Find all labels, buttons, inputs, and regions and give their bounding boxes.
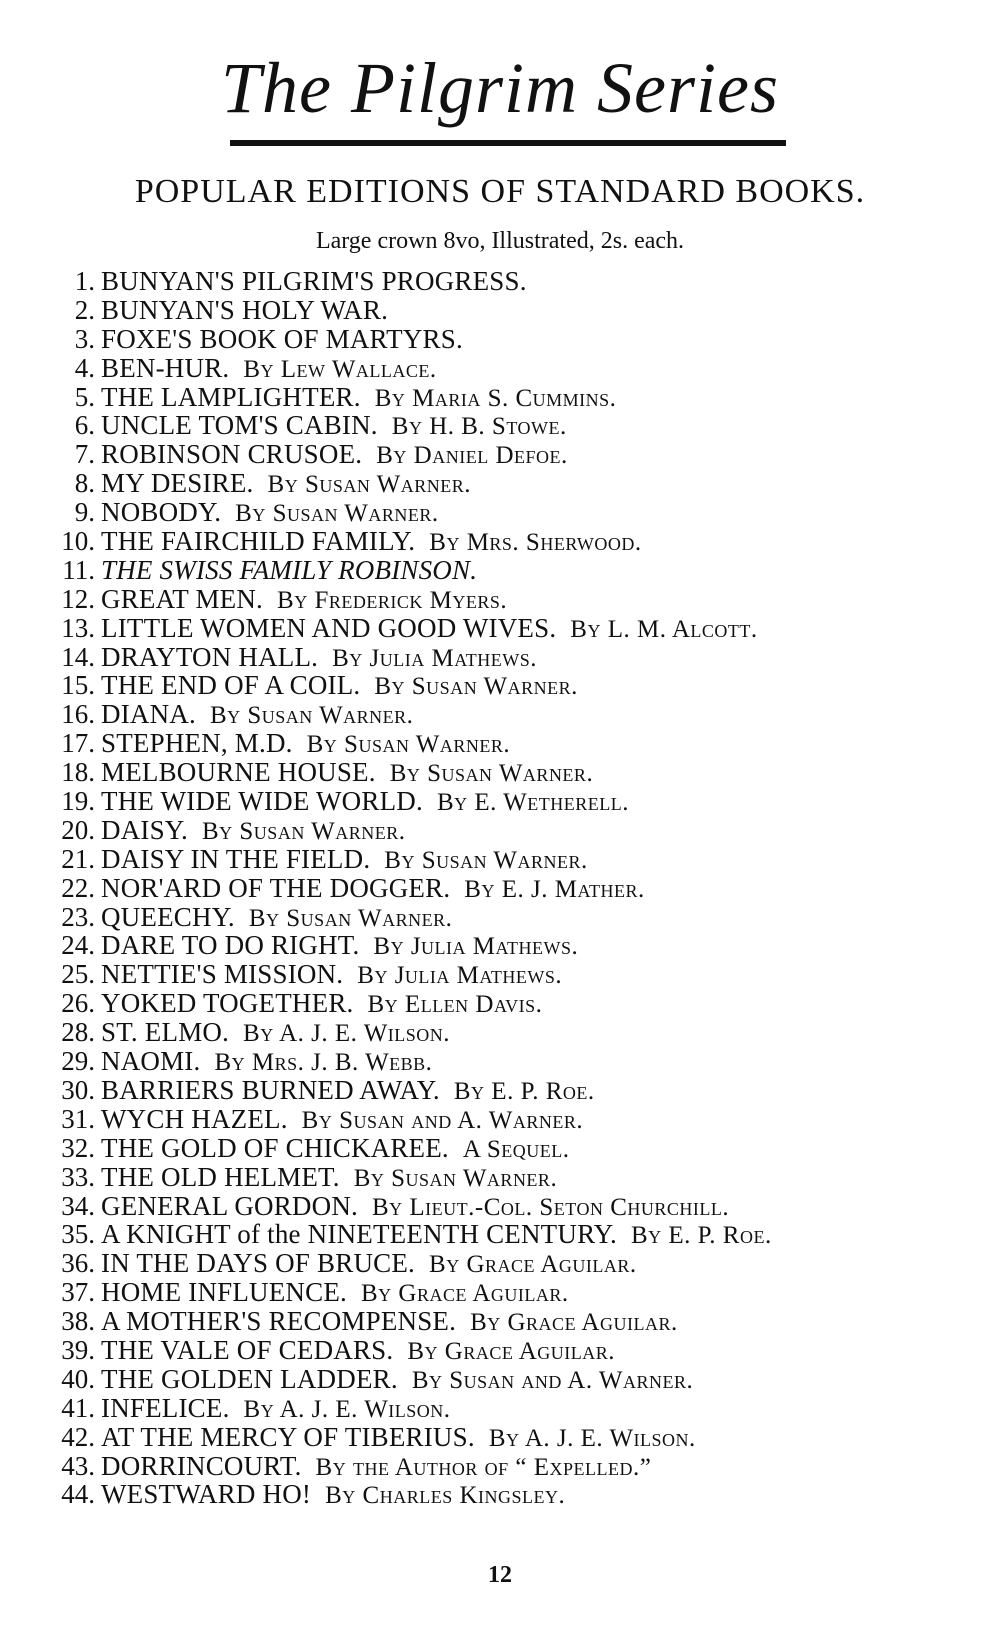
list-item — [35, 498, 995, 527]
book-author: By E. Wetherell. — [436, 789, 630, 817]
book-number: 2. — [74, 294, 95, 325]
book-number: 44. — [61, 1479, 95, 1510]
book-number: 32. — [61, 1132, 95, 1163]
list-item — [35, 383, 995, 412]
book-title: DRAYTON HALL. — [101, 641, 319, 672]
list-item — [35, 816, 995, 845]
list-item — [35, 440, 995, 469]
book-author: By Grace Aguilar. — [407, 1337, 615, 1365]
book-number: 6. — [74, 410, 95, 441]
book-author: By Julia Mathews. — [357, 962, 563, 990]
book-number: 38. — [61, 1306, 95, 1337]
book-number: 31. — [61, 1103, 95, 1134]
list-item — [35, 1480, 995, 1509]
book-author: By Grace Aguilar. — [470, 1309, 678, 1337]
book-title: ST. ELMO. — [101, 1017, 230, 1048]
book-number: 23. — [61, 901, 95, 932]
edition-note: Large crown 8vo, Illustrated, 2s. each. — [315, 228, 685, 254]
book-author: By Susan Warner. — [209, 702, 414, 730]
list-item — [35, 614, 995, 643]
book-author: By Mrs. Sherwood. — [429, 529, 642, 557]
book-title: YOKED TOGETHER. — [101, 988, 354, 1019]
book-number: 34. — [61, 1190, 95, 1221]
list-item — [35, 411, 995, 440]
book-title: DAISY. — [101, 814, 188, 845]
book-title: THE WIDE WIDE WORLD. — [101, 786, 423, 817]
book-number: 10. — [61, 526, 95, 557]
book-number: 5. — [74, 381, 95, 412]
list-item — [35, 1278, 995, 1307]
list-item — [35, 643, 995, 672]
book-title: DORRINCOURT. — [101, 1450, 302, 1481]
book-title: THE OLD HELMET. — [101, 1161, 340, 1192]
book-title: UNCLE TOM'S CABIN. — [101, 410, 378, 441]
list-item — [35, 267, 995, 296]
list-item — [35, 758, 995, 787]
book-number: 22. — [61, 872, 95, 903]
book-title: DIANA. — [101, 699, 196, 730]
book-title: NOR'ARD OF THE DOGGER. — [101, 872, 451, 903]
book-author: By A. J. E. Wilson. — [243, 1395, 451, 1423]
book-title: THE VALE OF CEDARS. — [101, 1334, 394, 1365]
book-title: NETTIE'S MISSION. — [101, 959, 344, 990]
book-title: QUEECHY. — [101, 901, 235, 932]
book-author: By Susan Warner. — [235, 500, 439, 528]
book-author: By Susan Warner. — [267, 471, 472, 499]
list-item — [35, 527, 995, 556]
book-number: 37. — [61, 1277, 95, 1308]
book-author: By Maria S. Cummins. — [374, 384, 617, 412]
book-number: 15. — [61, 670, 95, 701]
book-number: 11. — [62, 554, 95, 585]
list-item — [35, 1423, 995, 1452]
book-author: By Frederick Myers. — [277, 586, 508, 614]
book-author: By E. P. Roe. — [630, 1222, 772, 1250]
list-item — [35, 325, 995, 354]
book-author: By Lew Wallace. — [243, 355, 437, 383]
book-number: 17. — [61, 728, 95, 759]
book-title: MY DESIRE. — [101, 468, 254, 499]
book-number: 12. — [61, 583, 95, 614]
list-item — [35, 931, 995, 960]
list-item — [35, 1336, 995, 1365]
list-item — [35, 1220, 995, 1249]
list-item — [35, 845, 995, 874]
book-author: By Susan and A. Warner. — [411, 1366, 694, 1394]
book-title: INFELICE. — [101, 1392, 230, 1423]
book-title: NOBODY. — [101, 497, 222, 528]
list-item — [35, 1249, 995, 1278]
page-number: 12 — [488, 1562, 512, 1588]
book-title: NAOMI. — [101, 1046, 201, 1077]
list-item — [35, 1105, 995, 1134]
book-title: THE END OF A COIL. — [101, 670, 361, 701]
book-number: 25. — [61, 959, 95, 990]
book-number: 43. — [61, 1450, 95, 1481]
list-item — [35, 700, 995, 729]
list-item — [35, 556, 995, 585]
list-item — [35, 1365, 995, 1394]
book-title: THE FAIRCHILD FAMILY. — [101, 526, 416, 557]
book-title: DARE TO DO RIGHT. — [101, 930, 360, 961]
list-item — [35, 729, 995, 758]
book-list — [35, 267, 995, 1509]
book-number: 36. — [61, 1248, 95, 1279]
series-subtitle: POPULAR EDITIONS OF STANDARD BOOKS. — [134, 173, 866, 210]
list-item — [35, 1047, 995, 1076]
book-author: By H. B. Stowe. — [391, 413, 567, 441]
book-title: ROBINSON CRUSOE. — [101, 439, 363, 470]
book-author: By Charles Kingsley. — [325, 1482, 566, 1510]
list-item — [35, 1163, 995, 1192]
book-author: By L. M. Alcott. — [570, 615, 758, 643]
book-number: 18. — [61, 757, 95, 788]
list-item — [35, 469, 995, 498]
book-title: THE GOLD OF CHICKAREE. — [101, 1132, 449, 1163]
book-title: A MOTHER'S RECOMPENSE. — [101, 1306, 457, 1337]
book-title: THE GOLDEN LADDER. — [101, 1363, 398, 1394]
book-title: THE LAMPLIGHTER. — [101, 381, 361, 412]
book-number: 42. — [61, 1421, 95, 1452]
book-title: BARRIERS BURNED AWAY. — [101, 1074, 440, 1105]
book-title: THE SWISS FAMILY ROBINSON. — [101, 554, 478, 585]
book-author: By the Author of “ Expelled.” — [315, 1453, 652, 1481]
list-item — [35, 989, 995, 1018]
book-author: By Susan Warner. — [353, 1164, 558, 1192]
book-number: 29. — [61, 1046, 95, 1077]
series-title: The Pilgrim Series — [221, 48, 779, 128]
list-item — [35, 874, 995, 903]
book-author: By Grace Aguilar. — [361, 1280, 569, 1308]
book-number: 39. — [61, 1334, 95, 1365]
book-title: LITTLE WOMEN AND GOOD WIVES. — [101, 612, 557, 643]
book-author: By Julia Mathews. — [332, 644, 537, 672]
list-item — [35, 296, 995, 325]
list-item — [35, 903, 995, 932]
book-number: 24. — [61, 930, 95, 961]
book-author: By Daniel Defoe. — [376, 442, 568, 470]
book-number: 16. — [61, 699, 95, 730]
book-number: 19. — [61, 786, 95, 817]
book-author: By Susan Warner. — [374, 673, 578, 701]
book-number: 20. — [61, 814, 95, 845]
list-item — [35, 671, 995, 700]
list-item — [35, 1076, 995, 1105]
book-author: By Susan Warner. — [389, 760, 594, 788]
book-title: WESTWARD HO! — [101, 1479, 312, 1510]
book-number: 3. — [74, 323, 95, 354]
book-author: By Julia Mathews. — [373, 933, 579, 961]
book-title: GREAT MEN. — [101, 583, 264, 614]
list-item — [35, 1307, 995, 1336]
book-author: By Susan and A. Warner. — [301, 1106, 584, 1134]
book-number: 1. — [74, 266, 95, 296]
book-title: DAISY IN THE FIELD. — [101, 843, 371, 874]
book-author: By Lieut.-Col. Seton Churchill. — [371, 1193, 730, 1221]
book-title: A KNIGHT of the NINETEENTH CENTURY. — [101, 1219, 617, 1250]
book-title: AT THE MERCY OF TIBERIUS. — [101, 1421, 475, 1452]
book-author: By Grace Aguilar. — [429, 1251, 637, 1279]
book-title: FOXE'S BOOK OF MARTYRS. — [101, 323, 463, 354]
book-number: 35. — [61, 1219, 95, 1250]
book-author: By Susan Warner. — [248, 904, 453, 932]
book-title: BUNYAN'S HOLY WAR. — [101, 294, 389, 325]
book-number: 28. — [61, 1017, 95, 1048]
list-item — [35, 1134, 995, 1163]
list-item — [35, 1192, 995, 1221]
book-title: WYCH HAZEL. — [101, 1103, 288, 1134]
book-author: By E. P. Roe. — [453, 1077, 595, 1105]
book-title: STEPHEN, M.D. — [101, 728, 293, 759]
book-author: By Susan Warner. — [384, 846, 588, 874]
book-author: A Sequel. — [462, 1135, 570, 1163]
book-number: 13. — [61, 612, 95, 643]
book-author: By Mrs. J. B. Webb. — [214, 1049, 433, 1077]
book-number: 9. — [74, 497, 95, 528]
book-number: 21. — [61, 843, 95, 874]
book-author: By Ellen Davis. — [367, 991, 543, 1019]
book-title: BEN-HUR. — [101, 352, 230, 383]
book-number: 4. — [74, 352, 95, 383]
title-rule — [230, 140, 786, 146]
book-number: 8. — [74, 468, 95, 499]
book-author: By A. J. E. Wilson. — [243, 1020, 451, 1048]
list-item — [35, 1394, 995, 1423]
book-author: By Susan Warner. — [201, 817, 406, 845]
book-title: HOME INFLUENCE. — [101, 1277, 347, 1308]
book-author: By Susan Warner. — [306, 731, 511, 759]
list-item — [35, 585, 995, 614]
book-number: 40. — [61, 1363, 95, 1394]
list-item — [35, 787, 995, 816]
book-number: 33. — [61, 1161, 95, 1192]
list-item — [35, 960, 995, 989]
list-item — [35, 1452, 995, 1481]
list-item — [35, 354, 995, 383]
book-title: GENERAL GORDON. — [101, 1190, 358, 1221]
book-number: 7. — [74, 439, 95, 470]
book-number: 30. — [61, 1074, 95, 1105]
book-title: MELBOURNE HOUSE. — [101, 757, 376, 788]
book-number: 41. — [61, 1392, 95, 1423]
book-author: By A. J. E. Wilson. — [488, 1424, 696, 1452]
list-item — [35, 1018, 995, 1047]
book-title: BUNYAN'S PILGRIM'S PROGRESS. — [101, 266, 527, 296]
book-number: 14. — [61, 641, 95, 672]
book-title: IN THE DAYS OF BRUCE. — [101, 1248, 416, 1279]
book-number: 26. — [61, 988, 95, 1019]
book-author: By E. J. Mather. — [464, 875, 645, 903]
